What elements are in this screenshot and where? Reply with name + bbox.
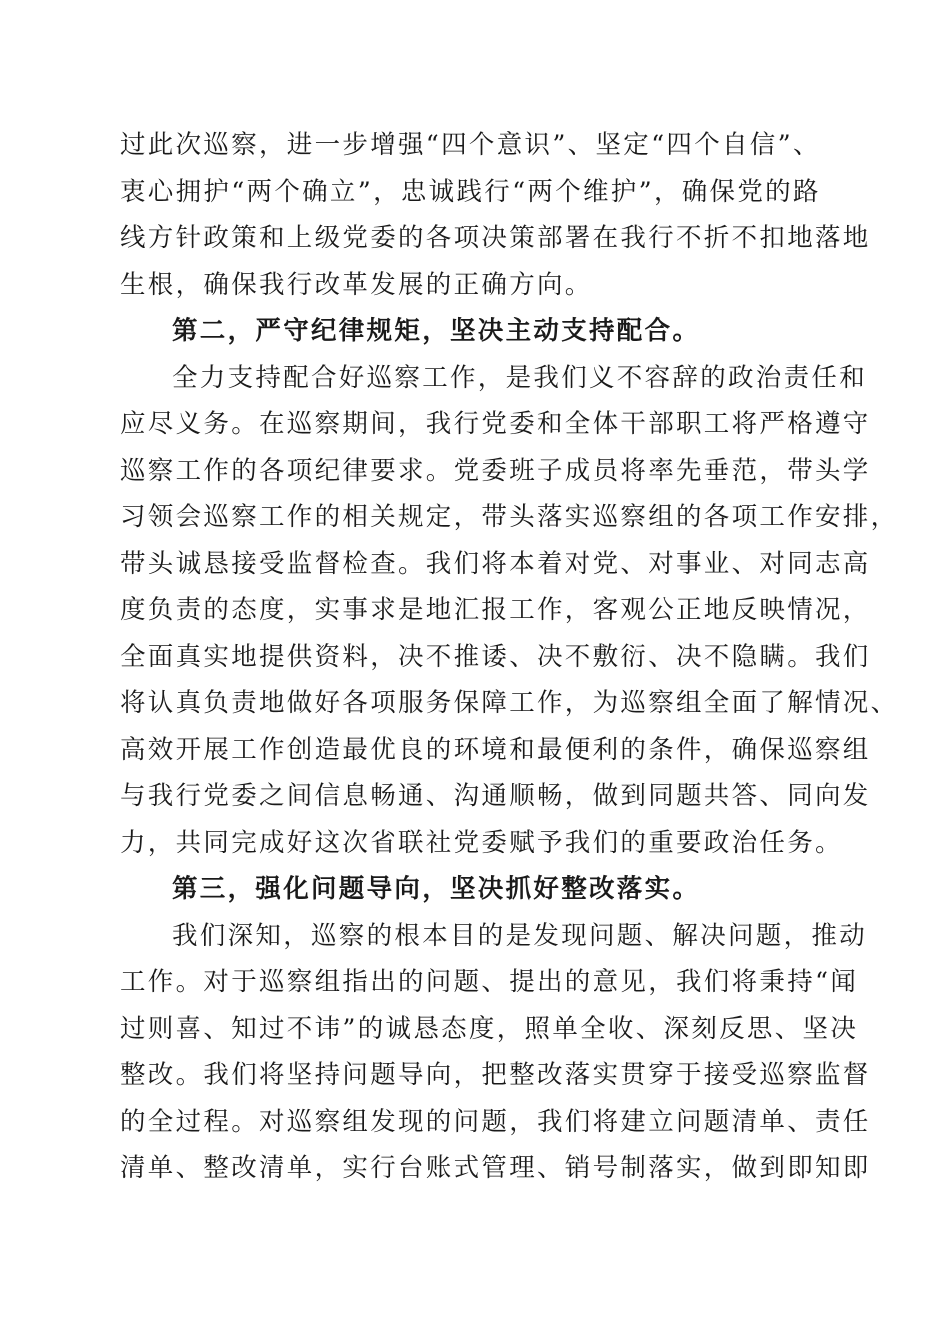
text-line: 应尽义务。在巡察期间，我行党委和全体干部职工将严格遵守 xyxy=(120,409,871,439)
text-line: 习领会巡察工作的相关规定，带头落实巡察组的各项工作安排， xyxy=(120,502,899,532)
section-heading-2: 第二，严守纪律规矩，坚决主动支持配合。 xyxy=(172,316,701,346)
text-line: 带头诚恳接受监督检查。我们将本着对党、对事业、对同志高 xyxy=(120,548,871,579)
text-line: 衷心拥护“两个确立”，忠诚践行“两个维护”，确保党的路 xyxy=(120,176,821,207)
text-line: 整改。我们将坚持问题导向，把整改落实贯穿于接受巡察监督 xyxy=(120,1060,871,1090)
text-line: 生根，确保我行改革发展的正确方向。 xyxy=(120,269,593,300)
text-line: 清单、整改清单，实行台账式管理、销号制落实，做到即知即 xyxy=(120,1153,871,1183)
text-line: 过此次巡察，进一步增强“四个意识”、坚定“四个自信”、 xyxy=(120,130,821,160)
text-line: 与我行党委之间信息畅通、沟通顺畅，做到同题共答、同向发 xyxy=(120,781,871,811)
text-line: 的全过程。对巡察组发现的问题，我们将建立问题清单、责任 xyxy=(120,1106,871,1137)
section-heading-3: 第三，强化问题导向，坚决抓好整改落实。 xyxy=(172,874,701,904)
paragraph-start: 全力支持配合好巡察工作，是我们义不容辞的政治责任和 xyxy=(172,362,868,393)
document-body xyxy=(120,122,899,1192)
text-line: 线方针政策和上级党委的各项决策部署在我行不折不扣地落地 xyxy=(120,223,871,253)
text-line: 高效开展工作创造最优良的环境和最便利的条件，确保巡察组 xyxy=(120,734,871,765)
text-line: 全面真实地提供资料，决不推诿、决不敷衍、决不隐瞒。我们 xyxy=(120,641,871,672)
text-line: 过则喜、知过不讳”的诚恳态度，照单全收、深刻反思、坚决 xyxy=(120,1013,859,1044)
text-line: 度负责的态度，实事求是地汇报工作，客观公正地反映情况， xyxy=(120,595,871,625)
text-line: 将认真负责地做好各项服务保障工作，为巡察组全面了解情况、 xyxy=(120,688,899,718)
text-line: 工作。对于巡察组指出的问题、提出的意见，我们将秉持“闻 xyxy=(120,967,859,997)
paragraph-start: 我们深知，巡察的根本目的是发现问题、解决问题，推动 xyxy=(172,920,868,951)
text-line: 巡察工作的各项纪律要求。党委班子成员将率先垂范，带头学 xyxy=(120,455,871,486)
text-line: 力，共同完成好这次省联社党委赋予我们的重要政治任务。 xyxy=(120,827,843,858)
